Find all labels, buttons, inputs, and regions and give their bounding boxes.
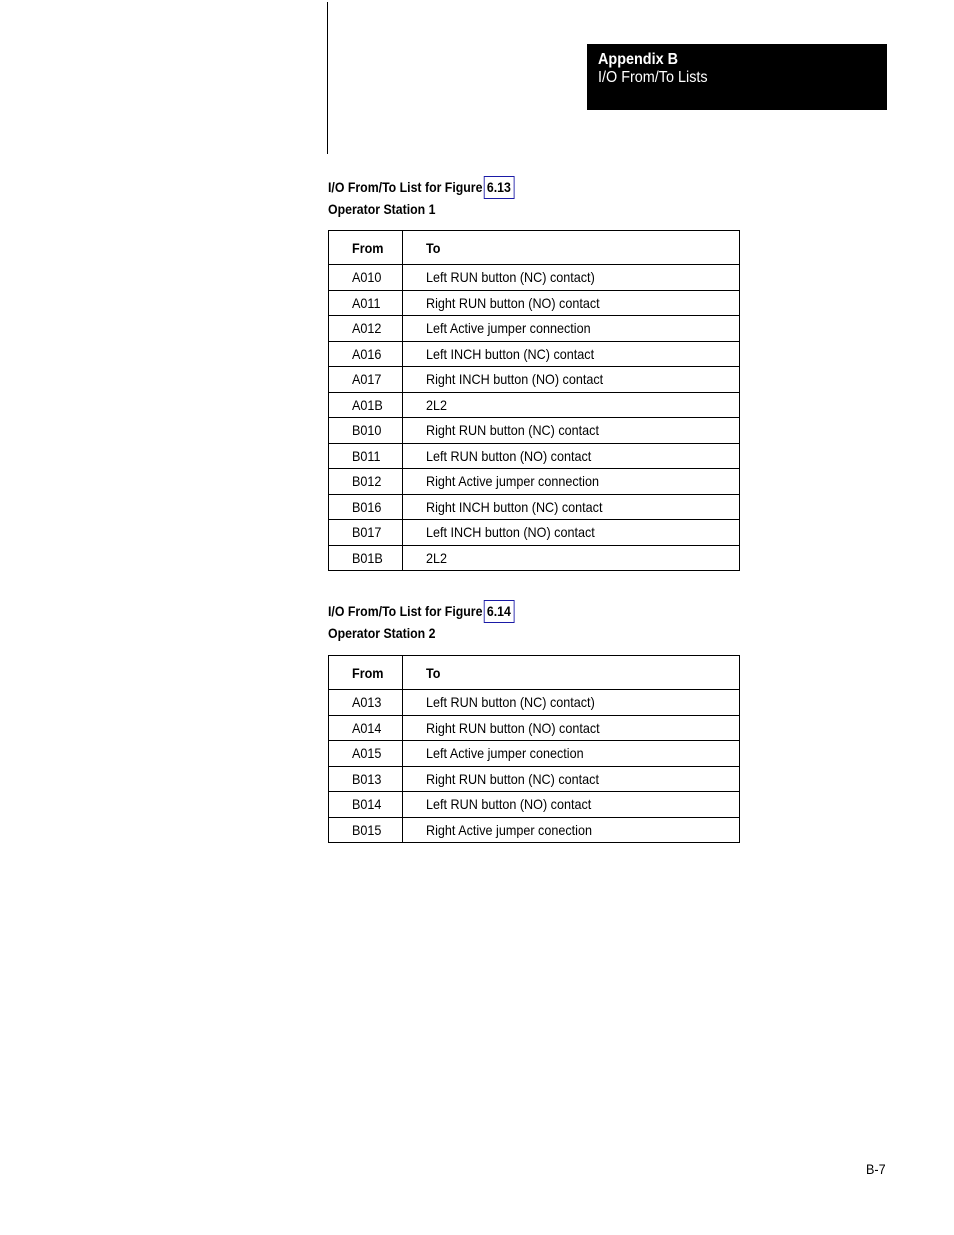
to-cell: Left RUN button (NC) contact) [403,265,740,291]
column-header-to: To [403,231,740,265]
to-cell: Left INCH button (NC) contact [403,341,740,367]
from-cell: A013 [329,690,403,716]
from-cell: B011 [329,443,403,469]
column-header-to: To [403,656,740,690]
to-cell: Left Active jumper connection [403,316,740,342]
from-cell: A01B [329,392,403,418]
to-cell: Right Active jumper connection [403,469,740,495]
to-cell: Right RUN button (NC) contact [403,766,740,792]
to-cell: Left Active jumper conection [403,741,740,767]
column-header-from: From [329,656,403,690]
table-row [329,520,740,546]
to-cell: Right INCH button (NC) contact [403,494,740,520]
from-cell: B016 [329,494,403,520]
table-caption-1 [328,176,514,220]
table-row [329,341,740,367]
from-cell: B015 [329,817,403,843]
from-cell: B012 [329,469,403,495]
table-row [329,545,740,571]
from-cell: B017 [329,520,403,546]
to-cell: Right RUN button (NC) contact [403,418,740,444]
from-cell: A015 [329,741,403,767]
table-row [329,443,740,469]
table-row [329,392,740,418]
from-cell: B01B [329,545,403,571]
from-cell: A016 [329,341,403,367]
table-row [329,265,740,291]
table-row [329,690,740,716]
table-row [329,741,740,767]
from-cell: A012 [329,316,403,342]
figure-link-6-13[interactable]: 6.13 [483,176,514,199]
table-header-row [329,656,740,690]
to-cell: Right INCH button (NO) contact [403,367,740,393]
from-cell: A014 [329,715,403,741]
figure-link-6-14[interactable]: 6.14 [483,600,514,623]
chapter-title: I/O From/To Lists [598,69,708,86]
table-caption-2 [328,600,514,644]
table-row [329,494,740,520]
table-row [329,766,740,792]
chapter-header [587,44,887,110]
table-row [329,290,740,316]
from-cell: B013 [329,766,403,792]
table-row [329,715,740,741]
column-header-from: From [329,231,403,265]
from-cell: B010 [329,418,403,444]
table-row [329,367,740,393]
io-table-station-2 [328,655,740,843]
to-cell: Left RUN button (NO) contact [403,443,740,469]
to-cell: Right Active jumper conection [403,817,740,843]
table-row [329,817,740,843]
margin-rule [327,2,328,154]
table-row [329,469,740,495]
page-number: B-7 [866,1161,886,1177]
table-subtitle: Operator Station 2 [328,625,436,641]
to-cell: Right RUN button (NO) contact [403,715,740,741]
to-cell: Left RUN button (NC) contact) [403,690,740,716]
table-subtitle: Operator Station 1 [328,201,436,217]
io-table-station-1 [328,230,740,571]
from-cell: A011 [329,290,403,316]
from-cell: B014 [329,792,403,818]
appendix-label: Appendix B [598,51,679,68]
to-cell: 2L2 [403,545,740,571]
table-header-row [329,231,740,265]
from-cell: A010 [329,265,403,291]
to-cell: Left RUN button (NO) contact [403,792,740,818]
to-cell: 2L2 [403,392,740,418]
from-cell: A017 [329,367,403,393]
table-row [329,316,740,342]
table-row [329,418,740,444]
caption-prefix: I/O From/To List for Figure [328,603,483,619]
table-row [329,792,740,818]
to-cell: Right RUN button (NO) contact [403,290,740,316]
to-cell: Left INCH button (NO) contact [403,520,740,546]
caption-prefix: I/O From/To List for Figure [328,179,483,195]
